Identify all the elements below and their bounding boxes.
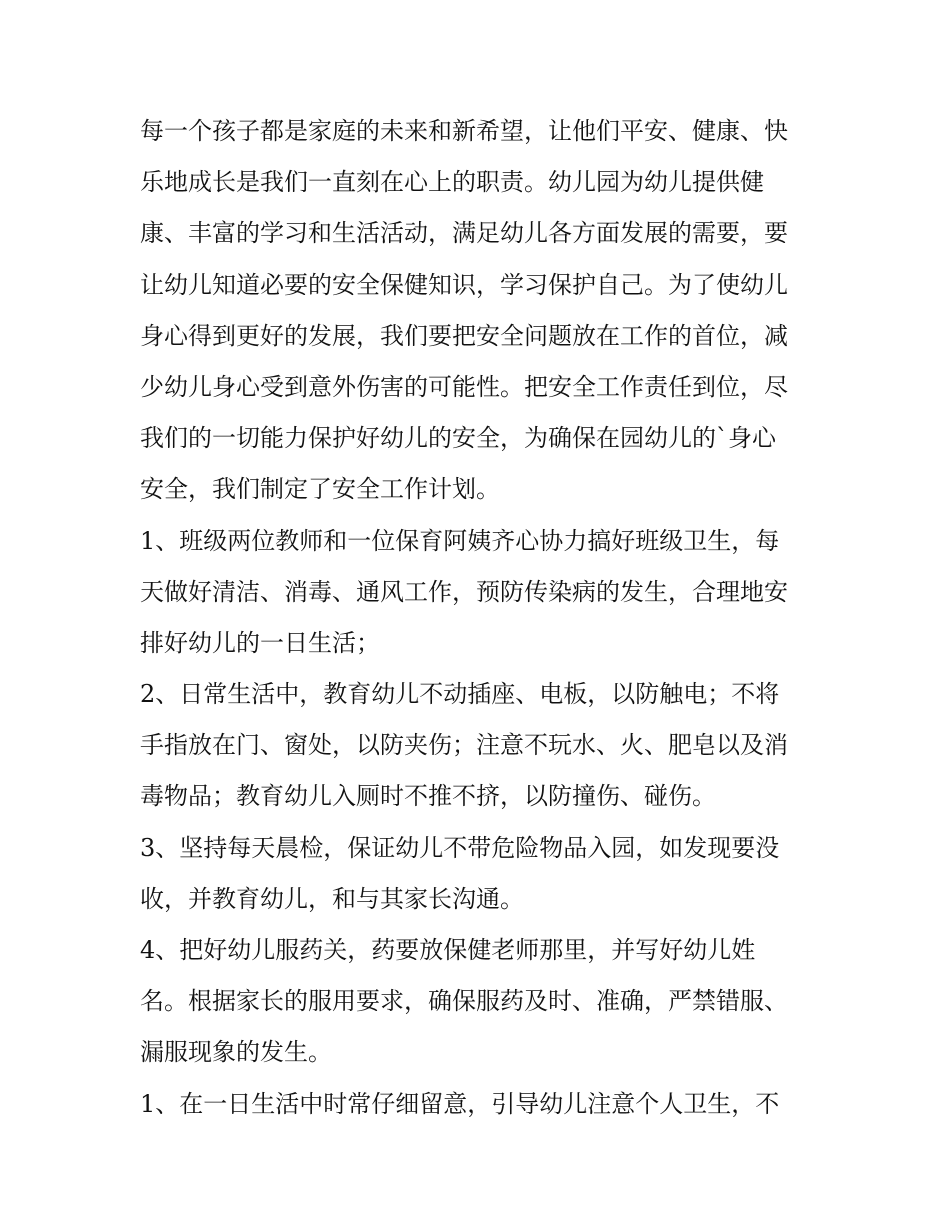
text-line: 天做好清洁、消毒、通风工作，预防传染病的发生，合理地安 <box>140 577 788 606</box>
text-line: 乐地成长是我们一直刻在心上的职责。幼儿园为幼儿提供健 <box>140 168 764 197</box>
text-line: 1、班级两位教师和一位保育阿姨齐心协力搞好班级卫生，每 <box>140 526 780 555</box>
text-line: 每一个孩子都是家庭的未来和新希望，让他们平安、健康、快 <box>140 117 788 145</box>
text-line: 康、丰富的学习和生活活动，满足幼儿各方面发展的需要，要 <box>140 219 788 248</box>
text-line: 安全，我们制定了安全工作计划。 <box>140 475 500 504</box>
text-line: 少幼儿身心受到意外伤害的可能性。把安全工作责任到位，尽 <box>140 372 788 401</box>
text-line: 我们的一切能力保护好幼儿的安全，为确保在园幼儿的`身心 <box>140 424 776 453</box>
text-line: 收，并教育幼儿，和与其家长沟通。 <box>140 884 524 913</box>
text-line: 3、坚持每天晨检，保证幼儿不带危险物品入园，如发现要没 <box>140 833 780 862</box>
text-line: 2、日常生活中，教育幼儿不动插座、电板，以防触电；不将 <box>140 680 780 709</box>
text-line: 身心得到更好的发展，我们要把安全问题放在工作的首位，减 <box>140 321 788 350</box>
text-line: 排好幼儿的一日生活； <box>140 628 380 657</box>
document-body <box>140 106 820 1130</box>
text-line: 名。根据家长的服用要求，确保服药及时、准确，严禁错服、 <box>140 987 788 1016</box>
text-line: 1、在一日生活中时常仔细留意，引导幼儿注意个人卫生，不 <box>140 1089 780 1118</box>
text-line: 毒物品；教育幼儿入厕时不推不挤，以防撞伤、碰伤。 <box>140 782 716 811</box>
text-line: 让幼儿知道必要的安全保健知识，学习保护自己。为了使幼儿 <box>140 270 788 299</box>
text-line: 漏服现象的发生。 <box>140 1038 332 1067</box>
text-line: 4、把好幼儿服药关，药要放保健老师那里，并写好幼儿姓 <box>140 936 756 964</box>
text-line: 手指放在门、窗处，以防夹伤；注意不玩水、火、肥皂以及消 <box>140 731 788 760</box>
